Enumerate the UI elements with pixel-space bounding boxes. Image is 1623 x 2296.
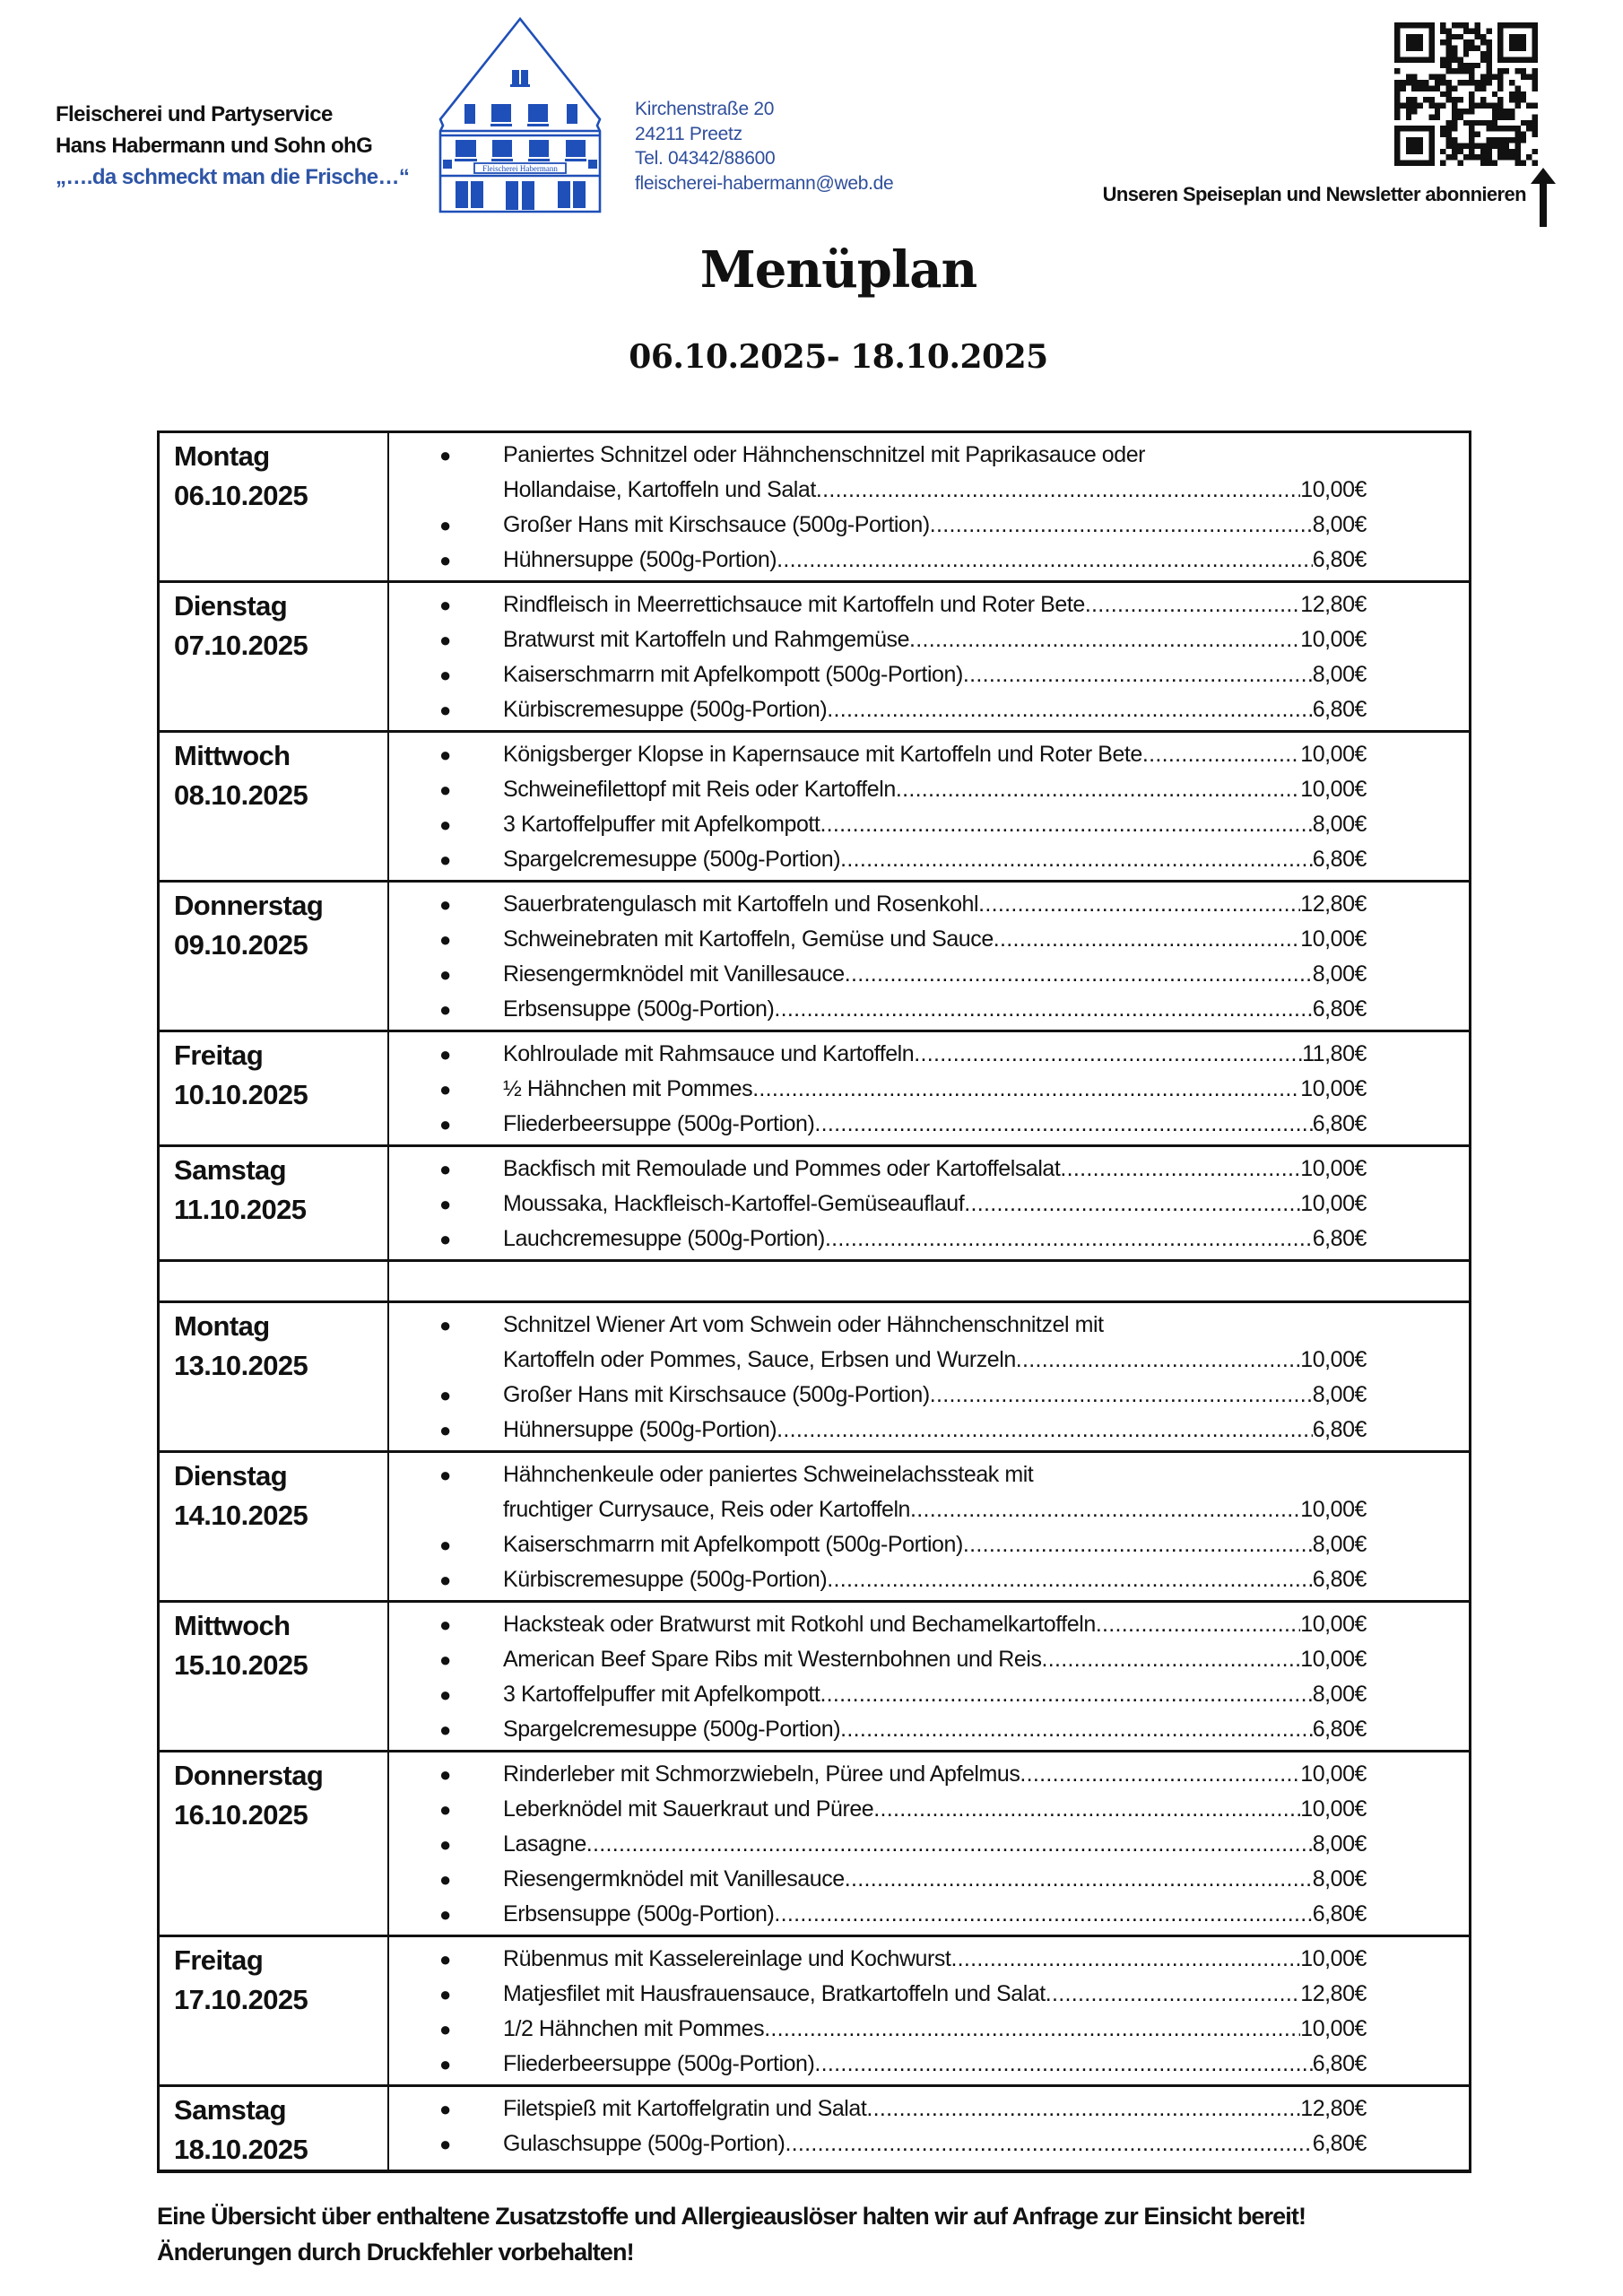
- bullet-icon: ●: [439, 1384, 451, 1406]
- leader-dots: [814, 2047, 1312, 2082]
- bullet-icon: ●: [439, 1833, 451, 1856]
- contact-email[interactable]: fleischerei-habermann@web.de: [635, 172, 894, 194]
- dish-item: [389, 1527, 1469, 1562]
- leader-dots: [840, 842, 1313, 877]
- dish-price: 12,80€: [1300, 592, 1367, 617]
- dish-name: Kaiserschmarrn mit Apfelkompott (500g-Portion): [503, 1532, 963, 1557]
- dish-name: Rindfleisch in Meerrettichsauce mit Kartoffeln und Roter Bete: [503, 592, 1085, 617]
- contact-street: Kirchenstraße 20: [635, 99, 775, 119]
- dish-name: Matjesfilet mit Hausfrauensauce, Bratkartoffeln und Salat: [503, 1981, 1046, 2006]
- dish-name: Sauerbratengulasch mit Kartoffeln und Rosenkohl: [503, 891, 979, 917]
- dish-item: [389, 1072, 1469, 1107]
- dish-price: 6,80€: [1312, 2051, 1367, 2076]
- leader-dots: [963, 1527, 1313, 1562]
- leader-dots: [930, 1378, 1313, 1413]
- dish-price: 10,00€: [1300, 1191, 1367, 1216]
- dish-name: fruchtiger Currysauce, Reis oder Kartoffeln: [503, 1497, 911, 1522]
- dish-price: 10,00€: [1300, 1761, 1367, 1787]
- subscribe-hint: Unseren Speiseplan und Newsletter abonnieren: [1102, 183, 1526, 205]
- day-date: 08.10.2025: [174, 779, 308, 811]
- dish-name: Riesengermknödel mit Vanillesauce: [503, 961, 845, 987]
- dish-price: 6,80€: [1312, 1111, 1367, 1136]
- dish-name: Schnitzel Wiener Art vom Schwein oder Hähnchenschnitzel mit: [503, 1312, 1104, 1337]
- bullet-icon: ●: [439, 1613, 451, 1636]
- dish-name: Kartoffeln oder Pommes, Sauce, Erbsen und Wurzeln: [503, 1347, 1016, 1372]
- dish-item: [389, 992, 1469, 1027]
- dish-name: Großer Hans mit Kirschsauce (500g-Portion): [503, 512, 930, 537]
- dish-name: Hühnersuppe (500g-Portion): [503, 547, 777, 572]
- bullet-icon: ●: [439, 848, 451, 871]
- dish-name: Hollandaise, Kartoffeln und Salat: [503, 477, 816, 502]
- dish-item: [389, 957, 1469, 992]
- day-row: [160, 433, 1469, 580]
- contact-city: 24211 Preetz: [635, 123, 742, 144]
- dish-name: Hacksteak oder Bratwurst mit Rotkohl und Bechamelkartoffeln: [503, 1612, 1096, 1637]
- leader-dots: [866, 2092, 1300, 2126]
- dish-name: Hähnchenkeule oder paniertes Schweinelachssteak mit: [503, 1462, 1034, 1487]
- dish-name: ½ Hähnchen mit Pommes: [503, 1076, 753, 1101]
- bullet-icon: ●: [439, 1113, 451, 1135]
- day-date: 11.10.2025: [174, 1194, 307, 1225]
- leader-dots: [930, 508, 1313, 543]
- dish-item: [389, 1677, 1469, 1712]
- dish-item: [389, 2047, 1469, 2082]
- day-name: Samstag: [174, 2094, 287, 2126]
- dish-price: 8,00€: [1312, 1866, 1367, 1892]
- leader-dots: [785, 2126, 1312, 2161]
- day-label: [160, 1147, 389, 1259]
- bullet-icon: ●: [439, 1464, 451, 1486]
- day-label: [160, 1032, 389, 1144]
- dish-item: [389, 1977, 1469, 2012]
- day-name: Montag: [174, 440, 270, 472]
- dish-list: [389, 1303, 1469, 1450]
- day-date: 06.10.2025: [174, 480, 308, 511]
- dish-price: 10,00€: [1300, 1796, 1367, 1822]
- dish-item: [389, 842, 1469, 877]
- leader-dots: [825, 1222, 1313, 1257]
- company-slogan: „….da schmeckt man die Frische…“: [56, 165, 410, 189]
- contact-block: [635, 97, 893, 196]
- day-label: [160, 433, 389, 580]
- dish-price: 6,80€: [1312, 2131, 1367, 2156]
- leader-dots: [840, 1712, 1313, 1747]
- dish-list: [389, 583, 1469, 730]
- day-row: [160, 1300, 1469, 1450]
- dish-name: Leberknödel mit Sauerkraut und Püree: [503, 1796, 874, 1822]
- dish-item: [389, 1562, 1469, 1597]
- dish-item: [389, 772, 1469, 807]
- dish-name: Riesengermknödel mit Vanillesauce: [503, 1866, 845, 1892]
- day-date: 07.10.2025: [174, 630, 308, 661]
- footer-notice: [157, 2198, 1306, 2270]
- leader-dots: [774, 992, 1312, 1027]
- dish-item: [389, 543, 1469, 578]
- day-name: Dienstag: [174, 590, 288, 622]
- dish-name: Fliederbeersuppe (500g-Portion): [503, 2051, 815, 2076]
- leader-dots: [764, 2012, 1300, 2047]
- dish-item: [389, 692, 1469, 727]
- bullet-icon: ●: [439, 1078, 451, 1100]
- dish-price: 6,80€: [1312, 996, 1367, 1022]
- dish-name: American Beef Spare Ribs mit Westernbohnen und Reis: [503, 1647, 1042, 1672]
- dish-price: 12,80€: [1300, 891, 1367, 917]
- bullet-icon: ●: [439, 1868, 451, 1891]
- bullet-icon: ●: [439, 514, 451, 536]
- dish-item: [389, 2012, 1469, 2047]
- week-separator-row: [160, 1259, 1469, 1300]
- dish-price: 8,00€: [1312, 662, 1367, 687]
- day-name: Dienstag: [174, 1460, 288, 1492]
- menu-table: [157, 430, 1471, 2173]
- allergen-notice: Eine Übersicht über enthaltene Zusatzstoffe und Allergieauslöser halten wir auf Anfrage zur Einsicht bereit!: [157, 2203, 1306, 2230]
- bullet-icon: ●: [439, 744, 451, 766]
- bullet-icon: ●: [439, 594, 451, 616]
- leader-dots: [1046, 1977, 1300, 2012]
- dish-price: 8,00€: [1312, 1382, 1367, 1407]
- day-date: 10.10.2025: [174, 1079, 308, 1110]
- company-owner: Hans Habermann und Sohn ohG: [56, 134, 373, 158]
- leader-dots: [774, 1897, 1312, 1932]
- day-name: Montag: [174, 1310, 270, 1342]
- dish-name: Kohlroulade mit Rahmsauce und Kartoffeln: [503, 1041, 915, 1066]
- dish-list: [389, 1752, 1469, 1935]
- dish-item: [389, 657, 1469, 692]
- bullet-icon: ●: [439, 1903, 451, 1926]
- dish-list: [389, 2087, 1469, 2170]
- dish-list: [389, 433, 1469, 580]
- dish-name: Rübenmus mit Kasselereinlage und Kochwurst: [503, 1946, 951, 1971]
- bullet-icon: ●: [439, 2098, 451, 2120]
- day-date: 17.10.2025: [174, 1984, 308, 2015]
- bullet-icon: ●: [439, 813, 451, 836]
- dish-price: 8,00€: [1312, 1532, 1367, 1557]
- dish-name: Schweinebraten mit Kartoffeln, Gemüse und Sauce: [503, 926, 994, 952]
- shop-building-logo-icon: [436, 16, 604, 215]
- dish-price: 10,00€: [1300, 777, 1367, 802]
- dish-price: 11,80€: [1302, 1041, 1367, 1066]
- leader-dots: [978, 887, 1300, 922]
- bullet-icon: ●: [439, 699, 451, 721]
- dish-item: [389, 1862, 1469, 1897]
- leader-dots: [964, 1187, 1300, 1222]
- day-row: [160, 1600, 1469, 1750]
- dish-item: [389, 807, 1469, 842]
- leader-dots: [820, 807, 1312, 842]
- bullet-icon: ●: [439, 1193, 451, 1215]
- dish-price: 6,80€: [1312, 847, 1367, 872]
- dish-name: Backfisch mit Remoulade und Pommes oder Kartoffelsalat: [503, 1156, 1061, 1181]
- bullet-icon: ●: [439, 998, 451, 1021]
- dish-price: 6,80€: [1312, 1417, 1367, 1442]
- bullet-icon: ●: [439, 928, 451, 951]
- bullet-icon: ●: [439, 1983, 451, 2005]
- dish-price: 6,80€: [1312, 1226, 1367, 1251]
- company-name: Fleischerei und Partyservice: [56, 102, 333, 126]
- dish-item: [389, 1827, 1469, 1862]
- dish-name: Fliederbeersuppe (500g-Portion): [503, 1111, 815, 1136]
- dish-item: [389, 1152, 1469, 1187]
- dish-item: [389, 587, 1469, 622]
- day-label: [160, 1752, 389, 1935]
- dish-list: [389, 1453, 1469, 1600]
- arrow-up-icon: [1531, 168, 1556, 227]
- dish-name: 1/2 Hähnchen mit Pommes: [503, 2016, 765, 2041]
- dish-item: [389, 887, 1469, 922]
- leader-dots: [1020, 1757, 1300, 1792]
- bullet-icon: ●: [439, 1798, 451, 1821]
- dish-item: [389, 1897, 1469, 1932]
- bullet-icon: ●: [439, 444, 451, 466]
- leader-dots: [896, 772, 1300, 807]
- dish-price: 10,00€: [1300, 926, 1367, 952]
- dish-name: Hühnersuppe (500g-Portion): [503, 1417, 777, 1442]
- dish-item: [389, 508, 1469, 543]
- dish-item: [389, 1107, 1469, 1142]
- dish-list: [389, 1603, 1469, 1750]
- dish-item: [389, 2126, 1469, 2161]
- dish-price: 6,80€: [1312, 1567, 1367, 1592]
- dish-price: 10,00€: [1300, 1946, 1367, 1971]
- dish-item: [389, 1222, 1469, 1257]
- day-label: [160, 1937, 389, 2084]
- dish-item: [389, 737, 1469, 772]
- dish-price: 10,00€: [1300, 477, 1367, 502]
- leader-dots: [910, 1492, 1300, 1527]
- leader-dots: [950, 1942, 1300, 1977]
- day-label: [160, 2087, 389, 2170]
- leader-dots: [820, 1677, 1312, 1712]
- leader-dots: [814, 1107, 1312, 1142]
- dish-name: 3 Kartoffelpuffer mit Apfelkompott: [503, 812, 820, 837]
- misprint-notice: Änderungen durch Druckfehler vorbehalten!: [157, 2239, 634, 2266]
- leader-dots: [752, 1072, 1300, 1107]
- dish-price: 8,00€: [1312, 1682, 1367, 1707]
- day-row: [160, 1144, 1469, 1259]
- dish-name: 3 Kartoffelpuffer mit Apfelkompott: [503, 1682, 820, 1707]
- dish-item: [389, 922, 1469, 957]
- dish-name: Lauchcremesuppe (500g-Portion): [503, 1226, 825, 1251]
- day-date: 16.10.2025: [174, 1799, 308, 1831]
- dish-list: [389, 883, 1469, 1030]
- day-name: Mittwoch: [174, 740, 291, 771]
- bullet-icon: ●: [439, 1569, 451, 1591]
- dish-name: Kaiserschmarrn mit Apfelkompott (500g-Portion): [503, 662, 963, 687]
- dish-name: Lasagne: [503, 1831, 586, 1857]
- day-label: [160, 733, 389, 880]
- dish-price: 6,80€: [1312, 697, 1367, 722]
- day-date: 15.10.2025: [174, 1649, 308, 1681]
- dish-name: Moussaka, Hackfleisch-Kartoffel-Gemüseauflauf: [503, 1191, 965, 1216]
- dish-item: [389, 1308, 1469, 1378]
- bullet-icon: ●: [439, 549, 451, 571]
- dish-name: Spargelcremesuppe (500g-Portion): [503, 847, 841, 872]
- bullet-icon: ●: [439, 893, 451, 916]
- dish-item: [389, 1712, 1469, 1747]
- dish-price: 6,80€: [1312, 547, 1367, 572]
- dish-item: [389, 2092, 1469, 2126]
- bullet-icon: ●: [439, 1228, 451, 1250]
- day-row: [160, 1450, 1469, 1600]
- separator-cell: [389, 1262, 1469, 1300]
- dish-item: [389, 1457, 1469, 1527]
- day-label: [160, 883, 389, 1030]
- date-range: 06.10.2025- 18.10.2025: [629, 338, 1048, 376]
- bullet-icon: ●: [439, 1648, 451, 1671]
- leader-dots: [1096, 1607, 1300, 1642]
- dish-name: Schweinefilettopf mit Reis oder Kartoffeln: [503, 777, 896, 802]
- leader-dots: [963, 657, 1313, 692]
- dish-price: 10,00€: [1300, 1497, 1367, 1522]
- dish-price: 6,80€: [1312, 1901, 1367, 1926]
- bullet-icon: ●: [439, 629, 451, 651]
- day-row: [160, 880, 1469, 1030]
- day-name: Donnerstag: [174, 1760, 324, 1791]
- leader-dots: [994, 922, 1300, 957]
- day-name: Freitag: [174, 1944, 264, 1976]
- dish-name: Paniertes Schnitzel oder Hähnchenschnitzel mit Paprikasauce oder: [503, 442, 1146, 467]
- leader-dots: [873, 1792, 1300, 1827]
- dish-item: [389, 1378, 1469, 1413]
- dish-price: 8,00€: [1312, 812, 1367, 837]
- logo-sign-text: Fleischerei Habermann: [482, 164, 558, 173]
- dish-item: [389, 438, 1469, 508]
- dish-name: Kürbiscremesuppe (500g-Portion): [503, 697, 828, 722]
- bullet-icon: ●: [439, 2053, 451, 2075]
- bullet-icon: ●: [439, 1683, 451, 1706]
- dish-price: 10,00€: [1300, 1347, 1367, 1372]
- leader-dots: [1016, 1343, 1300, 1378]
- day-row: [160, 1750, 1469, 1935]
- leader-dots: [777, 1413, 1313, 1448]
- leader-dots: [816, 473, 1300, 508]
- dish-item: [389, 1607, 1469, 1642]
- bullet-icon: ●: [439, 778, 451, 801]
- qr-code-icon[interactable]: [1394, 22, 1538, 166]
- dish-name: Erbsensuppe (500g-Portion): [503, 1901, 775, 1926]
- dish-item: [389, 1792, 1469, 1827]
- dish-name: Rinderleber mit Schmorzwiebeln, Püree und Apfelmus: [503, 1761, 1020, 1787]
- bullet-icon: ●: [439, 1718, 451, 1741]
- dish-price: 10,00€: [1300, 1647, 1367, 1672]
- day-label: [160, 1453, 389, 1600]
- day-row: [160, 580, 1469, 730]
- day-date: 09.10.2025: [174, 929, 308, 961]
- leader-dots: [909, 622, 1300, 657]
- dish-price: 8,00€: [1312, 512, 1367, 537]
- dish-name: Erbsensuppe (500g-Portion): [503, 996, 775, 1022]
- leader-dots: [914, 1037, 1302, 1072]
- leader-dots: [586, 1827, 1313, 1862]
- dish-name: Gulaschsuppe (500g-Portion): [503, 2131, 785, 2156]
- dish-list: [389, 1937, 1469, 2084]
- day-date: 13.10.2025: [174, 1350, 308, 1381]
- leader-dots: [1085, 587, 1300, 622]
- dish-name: Spargelcremesuppe (500g-Portion): [503, 1717, 841, 1742]
- day-name: Donnerstag: [174, 890, 324, 921]
- day-name: Mittwoch: [174, 1610, 291, 1641]
- dish-price: 10,00€: [1300, 1612, 1367, 1637]
- dish-price: 6,80€: [1312, 1717, 1367, 1742]
- leader-dots: [1060, 1152, 1300, 1187]
- day-date: 14.10.2025: [174, 1500, 308, 1531]
- day-label: [160, 1603, 389, 1750]
- bullet-icon: ●: [439, 1419, 451, 1441]
- page-title: Menüplan: [699, 240, 977, 300]
- day-name: Freitag: [174, 1039, 264, 1071]
- leader-dots: [827, 692, 1312, 727]
- dish-item: [389, 1642, 1469, 1677]
- bullet-icon: ●: [439, 1314, 451, 1336]
- dish-name: Kürbiscremesuppe (500g-Portion): [503, 1567, 828, 1592]
- company-block: [56, 99, 409, 193]
- day-name: Samstag: [174, 1154, 287, 1186]
- dish-list: [389, 733, 1469, 880]
- dish-price: 10,00€: [1300, 1076, 1367, 1101]
- day-label: [160, 1303, 389, 1450]
- dish-price: 10,00€: [1300, 627, 1367, 652]
- dish-item: [389, 1942, 1469, 1977]
- day-row: [160, 730, 1469, 880]
- dish-price: 12,80€: [1300, 2096, 1367, 2121]
- bullet-icon: ●: [439, 2133, 451, 2155]
- dish-name: Königsberger Klopse in Kapernsauce mit Kartoffeln und Roter Bete: [503, 742, 1142, 767]
- dish-price: 10,00€: [1300, 742, 1367, 767]
- dish-item: [389, 1413, 1469, 1448]
- leader-dots: [1042, 1642, 1301, 1677]
- dish-price: 8,00€: [1312, 1831, 1367, 1857]
- bullet-icon: ●: [439, 963, 451, 986]
- dish-price: 10,00€: [1300, 1156, 1367, 1181]
- leader-dots: [845, 1862, 1313, 1897]
- dish-item: [389, 622, 1469, 657]
- day-date: 18.10.2025: [174, 2134, 308, 2165]
- separator-cell: [160, 1262, 389, 1300]
- bullet-icon: ●: [439, 664, 451, 686]
- dish-price: 8,00€: [1312, 961, 1367, 987]
- leader-dots: [845, 957, 1313, 992]
- dish-price: 10,00€: [1300, 2016, 1367, 2041]
- contact-phone: Tel. 04342/88600: [635, 148, 776, 169]
- dish-item: [389, 1037, 1469, 1072]
- dish-item: [389, 1187, 1469, 1222]
- bullet-icon: ●: [439, 1763, 451, 1786]
- dish-name: Bratwurst mit Kartoffeln und Rahmgemüse: [503, 627, 910, 652]
- bullet-icon: ●: [439, 1948, 451, 1970]
- leader-dots: [777, 543, 1313, 578]
- dish-name: Filetspieß mit Kartoffelgratin und Salat: [503, 2096, 867, 2121]
- day-row: [160, 1935, 1469, 2084]
- day-label: [160, 583, 389, 730]
- day-row: [160, 2084, 1469, 2170]
- bullet-icon: ●: [439, 1158, 451, 1180]
- dish-item: [389, 1757, 1469, 1792]
- leader-dots: [827, 1562, 1312, 1597]
- bullet-icon: ●: [439, 1534, 451, 1556]
- dish-list: [389, 1147, 1469, 1259]
- bullet-icon: ●: [439, 2018, 451, 2040]
- day-row: [160, 1030, 1469, 1144]
- dish-list: [389, 1032, 1469, 1144]
- bullet-icon: ●: [439, 1043, 451, 1065]
- leader-dots: [1142, 737, 1300, 772]
- dish-price: 12,80€: [1300, 1981, 1367, 2006]
- dish-name: Großer Hans mit Kirschsauce (500g-Portion): [503, 1382, 930, 1407]
